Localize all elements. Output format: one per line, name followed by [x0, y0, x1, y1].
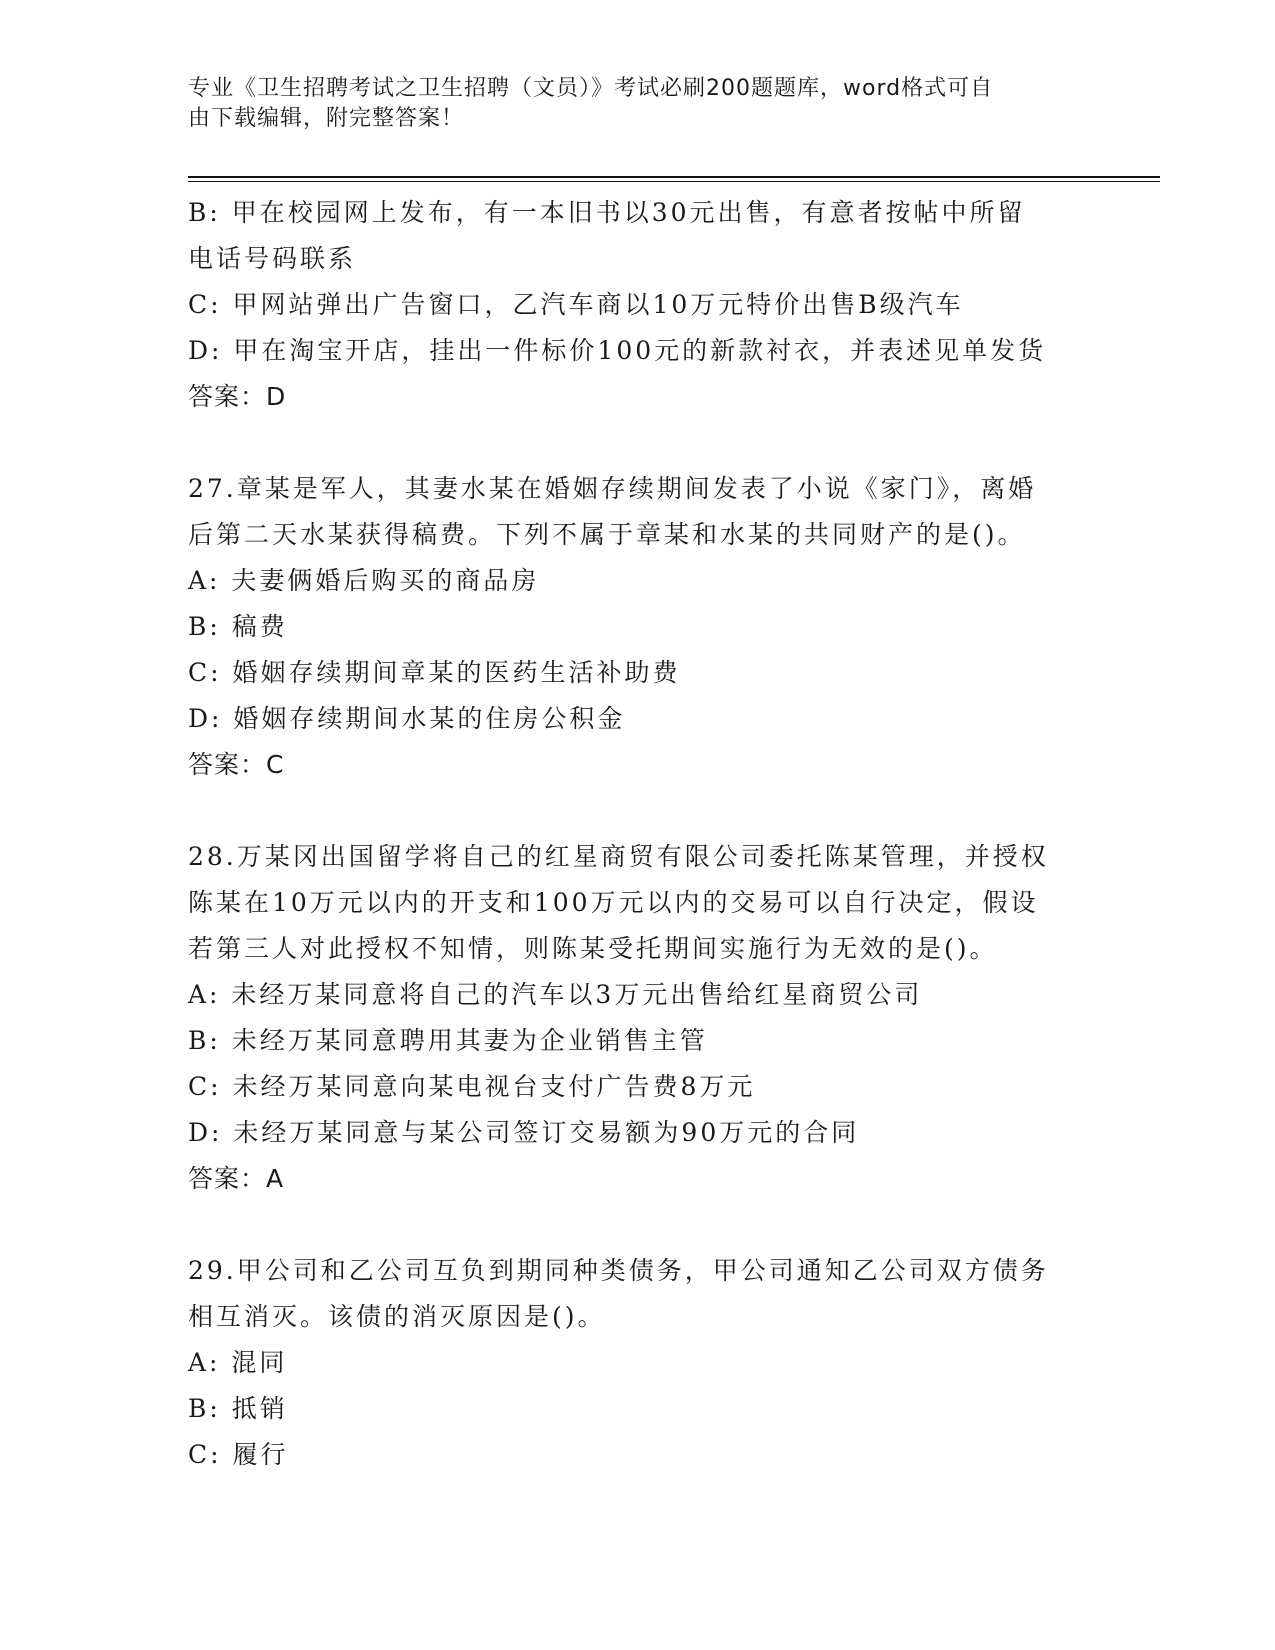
q27-stem-line-2: 后第二天水某获得稿费。下列不属于章某和水某的共同财产的是()。	[188, 520, 1026, 549]
q29-option-a: A: 混同	[188, 1348, 288, 1377]
q26-option-b-line-1: B: 甲在校园网上发布，有一本旧书以30元出售，有意者按帖中所留	[188, 198, 1026, 227]
spacer	[188, 1202, 1088, 1248]
spacer	[188, 788, 1088, 834]
q27-stem-line-1: 27.章某是军人，其妻水某在婚姻存续期间发表了小说《家门》，离婚	[188, 474, 1037, 503]
q29-stem-line-2: 相互消灭。该债的消灭原因是()。	[188, 1302, 606, 1331]
q29-stem-line-1: 29.甲公司和乙公司互负到期同种类债务，甲公司通知乙公司双方债务	[188, 1256, 1049, 1285]
q28-option-c: C: 未经万某同意向某电视台支付广告费8万元	[188, 1072, 756, 1101]
question-list	[188, 190, 1088, 1478]
q26-answer: 答案：D	[188, 382, 287, 411]
header-divider-thin	[188, 181, 1160, 182]
header-divider	[188, 176, 1160, 178]
q27-option-d: D: 婚姻存续期间水某的住房公积金	[188, 704, 626, 733]
header-title-line-2: 由下载编辑，附完整答案！	[188, 106, 465, 131]
spacer	[188, 420, 1088, 466]
q28-answer: 答案：A	[188, 1164, 285, 1193]
q29-option-c: C: 履行	[188, 1440, 289, 1469]
q28-stem-line-3: 若第三人对此授权不知情，则陈某受托期间实施行为无效的是()。	[188, 934, 998, 963]
header-title-line-1: 专业《卫生招聘考试之卫生招聘（文员）》考试必刷200题题库，word格式可自	[188, 76, 994, 101]
q28-option-a: A: 未经万某同意将自己的汽车以3万元出售给红星商贸公司	[188, 980, 923, 1009]
q26-option-b-line-2: 电话号码联系	[188, 244, 357, 273]
q28-option-d: D: 未经万某同意与某公司签订交易额为90万元的合同	[188, 1118, 860, 1147]
q28-stem-line-2: 陈某在10万元以内的开支和100万元以内的交易可以自行决定，假设	[188, 888, 1039, 917]
q27-option-b: B: 稿费	[188, 612, 288, 641]
q29-option-b: B: 抵销	[188, 1394, 288, 1423]
q27-option-c: C: 婚姻存续期间章某的医药生活补助费	[188, 658, 681, 687]
q27-answer: 答案：C	[188, 750, 285, 779]
document-header	[188, 74, 1068, 134]
q27-option-a: A: 夫妻俩婚后购买的商品房	[188, 566, 540, 595]
q28-option-b: B: 未经万某同意聘用其妻为企业销售主管	[188, 1026, 708, 1055]
q28-stem-line-1: 28.万某冈出国留学将自己的红星商贸有限公司委托陈某管理，并授权	[188, 842, 1049, 871]
q26-option-c: C: 甲网站弹出广告窗口，乙汽车商以10万元特价出售B级汽车	[188, 290, 964, 319]
q26-option-d: D: 甲在淘宝开店，挂出一件标价100元的新款衬衣，并表述见单发货	[188, 336, 1047, 365]
